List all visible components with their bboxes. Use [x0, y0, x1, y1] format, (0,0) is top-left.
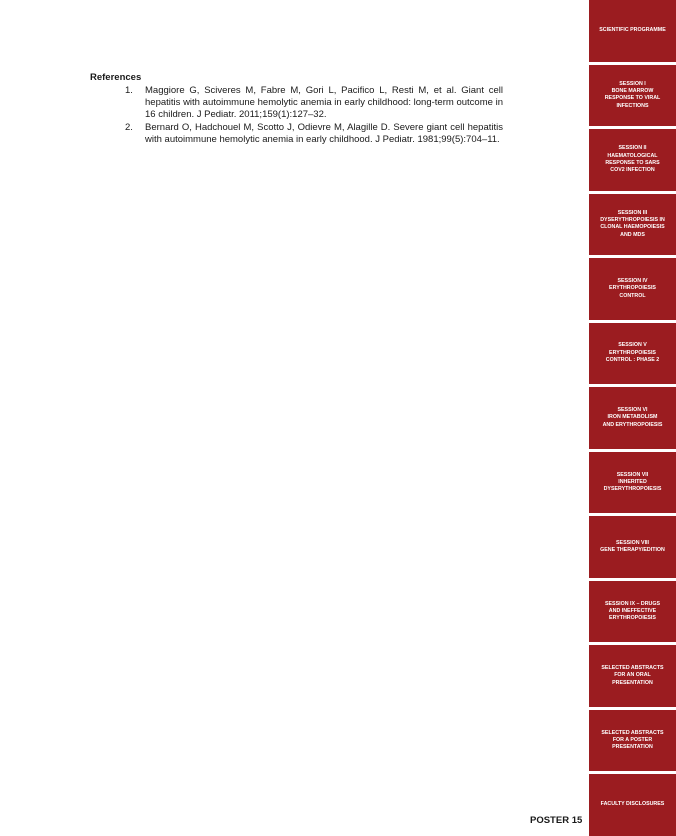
references-section: [90, 72, 503, 147]
sidebar-item-label: SESSION IV ERYTHROPOIESIS CONTROL: [609, 277, 656, 299]
sidebar-item-label: FACULTY DISCLOSURES: [600, 801, 665, 808]
sidebar-item-session-1[interactable]: [589, 65, 676, 127]
sidebar-item-session-7[interactable]: [589, 452, 676, 514]
sidebar-item-oral-abstracts[interactable]: [589, 645, 676, 707]
sidebar-item-label: SESSION VIII GENE THERAPY/EDITION: [600, 539, 665, 554]
references-heading: References: [90, 72, 142, 83]
reference-number: 1.: [125, 85, 133, 96]
sidebar-item-scientific-programme[interactable]: [589, 0, 676, 62]
page-label: POSTER 15: [530, 815, 583, 826]
sidebar-item-label: SESSION I BONE MARROW RESPONSE TO VIRAL INFECTIONS: [604, 80, 661, 109]
sidebar-item-label: SELECTED ABSTRACTS FOR A POSTER PRESENTATION: [601, 729, 664, 751]
sidebar-item-label: SESSION III DYSERYTHROPOIESIS IN CLONAL HAEMOPOIESIS AND MDS: [600, 209, 665, 238]
sidebar-item-label: SESSION II HAEMATOLOGICAL RESPONSE TO SARS COV2 INFECTION: [605, 145, 660, 174]
sidebar-item-session-3[interactable]: [589, 194, 676, 256]
sidebar-item-label: SESSION V ERYTHROPOIESIS CONTROL : PHASE 2: [605, 342, 660, 364]
reference-number: 2.: [125, 122, 133, 133]
reference-item-1: [90, 85, 503, 121]
sidebar-item-poster-abstracts[interactable]: [589, 710, 676, 772]
sidebar-item-label: SESSION VII INHERITED DYSERYTHROPOIESIS: [603, 471, 662, 493]
reference-text: Maggiore G, Sciveres M, Fabre M, Gori L, Pacifico L, Resti M, et al. Giant cell hepatitis with autoimmune hemolytic anemia in early childhood: long-term outcome in 16 children. J Pediatr. 2011;159(1):127–32.: [145, 85, 503, 120]
sidebar-item-session-2[interactable]: [589, 129, 676, 191]
sidebar-item-session-8[interactable]: [589, 516, 676, 578]
sidebar-item-label: SELECTED ABSTRACTS FOR AN ORAL PRESENTATION: [601, 665, 664, 686]
sidebar-nav: [589, 0, 676, 836]
sidebar-item-session-6[interactable]: [589, 387, 676, 449]
reference-text: Bernard O, Hadchouel M, Scotto J, Odievre M, Alagille D. Severe giant cell hepatitis with autoimmune hemolytic anemia in early childhood. J Pediatr. 1981;99(5):704–11.: [145, 122, 503, 145]
sidebar-item-faculty-disclosures[interactable]: [589, 774, 676, 836]
references-list: [90, 85, 503, 146]
sidebar-item-session-5[interactable]: [589, 323, 676, 385]
sidebar-item-label: SCIENTIFIC PROGRAMME: [599, 27, 666, 34]
sidebar-item-session-9[interactable]: [589, 581, 676, 643]
sidebar-item-label: SESSION IX – DRUGS AND INEFFECTIVE ERYTHROPOIESIS: [604, 600, 661, 622]
sidebar-item-label: SESSION VI IRON METABOLISM AND ERYTHROPOIESIS: [602, 407, 663, 428]
sidebar-item-session-4[interactable]: [589, 258, 676, 320]
reference-item-2: [90, 122, 503, 146]
